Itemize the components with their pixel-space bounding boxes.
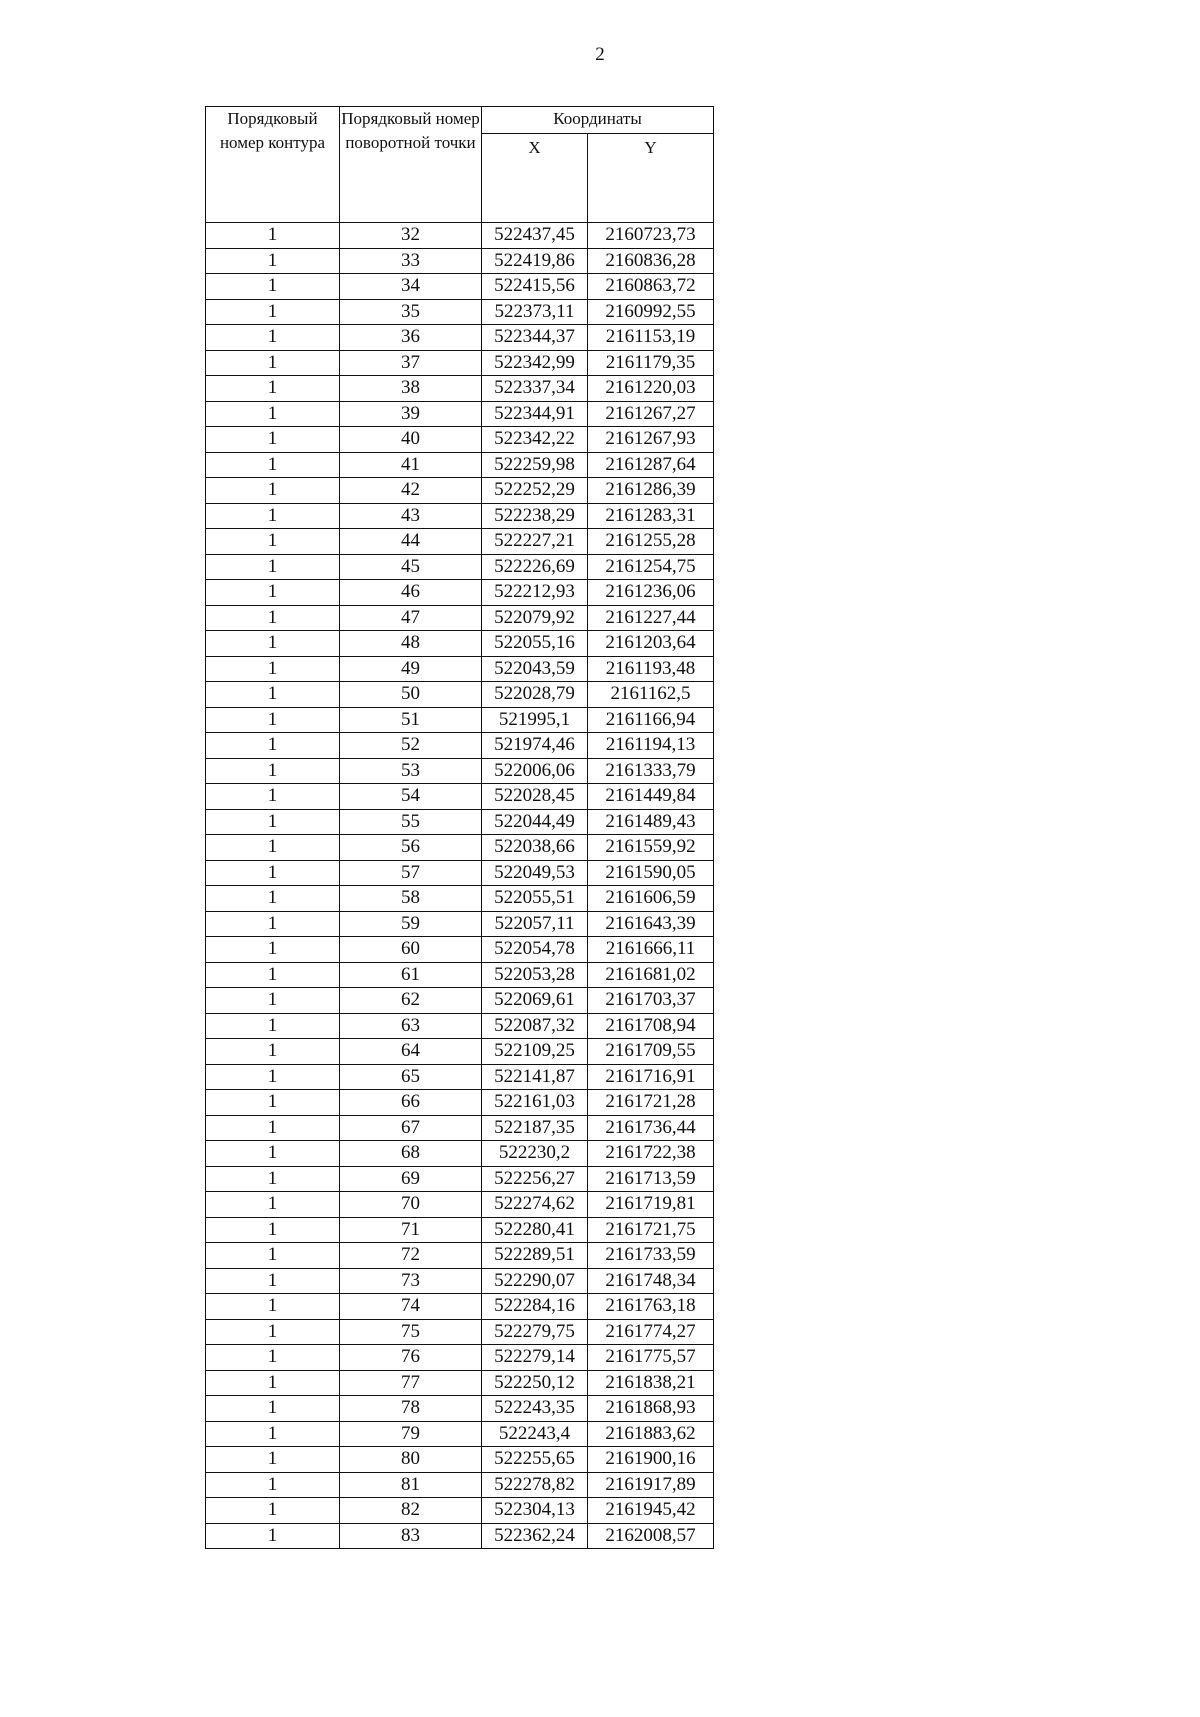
cell-x: 522055,16 [482, 631, 588, 657]
cell-contour-number: 1 [206, 835, 340, 861]
cell-contour-number: 1 [206, 401, 340, 427]
cell-y: 2161643,39 [588, 911, 714, 937]
cell-y: 2161559,92 [588, 835, 714, 861]
table-row [206, 733, 714, 759]
cell-y: 2161489,43 [588, 809, 714, 835]
cell-x: 522044,49 [482, 809, 588, 835]
table-row [206, 350, 714, 376]
cell-contour-number: 1 [206, 758, 340, 784]
cell-y: 2160836,28 [588, 248, 714, 274]
cell-x: 522055,51 [482, 886, 588, 912]
cell-point-number: 60 [340, 937, 482, 963]
cell-point-number: 73 [340, 1268, 482, 1294]
header-contour-number: Порядковый номер контура [206, 107, 340, 223]
cell-x: 522109,25 [482, 1039, 588, 1065]
cell-point-number: 39 [340, 401, 482, 427]
cell-point-number: 55 [340, 809, 482, 835]
cell-contour-number: 1 [206, 733, 340, 759]
cell-contour-number: 1 [206, 580, 340, 606]
table-row [206, 503, 714, 529]
cell-point-number: 33 [340, 248, 482, 274]
cell-point-number: 43 [340, 503, 482, 529]
cell-contour-number: 1 [206, 988, 340, 1014]
cell-y: 2161333,79 [588, 758, 714, 784]
table-row [206, 656, 714, 682]
cell-x: 522161,03 [482, 1090, 588, 1116]
cell-point-number: 37 [340, 350, 482, 376]
cell-point-number: 46 [340, 580, 482, 606]
cell-contour-number: 1 [206, 452, 340, 478]
table-row [206, 478, 714, 504]
table-row [206, 1141, 714, 1167]
cell-x: 522038,66 [482, 835, 588, 861]
cell-contour-number: 1 [206, 529, 340, 555]
table-row [206, 605, 714, 631]
cell-point-number: 62 [340, 988, 482, 1014]
cell-point-number: 67 [340, 1115, 482, 1141]
cell-contour-number: 1 [206, 223, 340, 249]
cell-x: 522250,12 [482, 1370, 588, 1396]
cell-y: 2161883,62 [588, 1421, 714, 1447]
cell-x: 522079,92 [482, 605, 588, 631]
cell-contour-number: 1 [206, 376, 340, 402]
table-row [206, 1268, 714, 1294]
table-row [206, 299, 714, 325]
cell-y: 2161945,42 [588, 1498, 714, 1524]
cell-contour-number: 1 [206, 1472, 340, 1498]
cell-point-number: 50 [340, 682, 482, 708]
cell-point-number: 34 [340, 274, 482, 300]
cell-x: 522054,78 [482, 937, 588, 963]
cell-point-number: 75 [340, 1319, 482, 1345]
cell-x: 522049,53 [482, 860, 588, 886]
cell-x: 522337,34 [482, 376, 588, 402]
table-row [206, 1166, 714, 1192]
cell-contour-number: 1 [206, 1141, 340, 1167]
cell-point-number: 38 [340, 376, 482, 402]
table-row [206, 784, 714, 810]
cell-contour-number: 1 [206, 1192, 340, 1218]
cell-y: 2161917,89 [588, 1472, 714, 1498]
cell-contour-number: 1 [206, 886, 340, 912]
cell-point-number: 77 [340, 1370, 482, 1396]
cell-point-number: 70 [340, 1192, 482, 1218]
table-row [206, 1243, 714, 1269]
table-row [206, 682, 714, 708]
cell-point-number: 52 [340, 733, 482, 759]
cell-x: 522069,61 [482, 988, 588, 1014]
cell-y: 2161449,84 [588, 784, 714, 810]
table-row [206, 580, 714, 606]
cell-y: 2161267,93 [588, 427, 714, 453]
cell-y: 2161227,44 [588, 605, 714, 631]
table-row [206, 376, 714, 402]
cell-x: 522227,21 [482, 529, 588, 555]
cell-y: 2161194,13 [588, 733, 714, 759]
cell-y: 2161153,19 [588, 325, 714, 351]
cell-y: 2161736,44 [588, 1115, 714, 1141]
cell-x: 522057,11 [482, 911, 588, 937]
cell-point-number: 76 [340, 1345, 482, 1371]
cell-y: 2160992,55 [588, 299, 714, 325]
cell-point-number: 83 [340, 1523, 482, 1549]
cell-contour-number: 1 [206, 860, 340, 886]
table-row [206, 401, 714, 427]
cell-contour-number: 1 [206, 682, 340, 708]
cell-y: 2161283,31 [588, 503, 714, 529]
cell-contour-number: 1 [206, 937, 340, 963]
table-row [206, 274, 714, 300]
table-row [206, 1421, 714, 1447]
table-row [206, 1064, 714, 1090]
cell-x: 522342,22 [482, 427, 588, 453]
cell-point-number: 36 [340, 325, 482, 351]
cell-contour-number: 1 [206, 1498, 340, 1524]
cell-y: 2161775,57 [588, 1345, 714, 1371]
cell-contour-number: 1 [206, 1115, 340, 1141]
cell-contour-number: 1 [206, 784, 340, 810]
cell-contour-number: 1 [206, 503, 340, 529]
cell-y: 2161666,11 [588, 937, 714, 963]
cell-x: 521995,1 [482, 707, 588, 733]
table-row [206, 937, 714, 963]
cell-x: 522028,45 [482, 784, 588, 810]
cell-point-number: 71 [340, 1217, 482, 1243]
cell-y: 2161721,75 [588, 1217, 714, 1243]
cell-contour-number: 1 [206, 1447, 340, 1473]
cell-point-number: 53 [340, 758, 482, 784]
cell-contour-number: 1 [206, 325, 340, 351]
cell-point-number: 78 [340, 1396, 482, 1422]
cell-y: 2161721,28 [588, 1090, 714, 1116]
cell-y: 2161220,03 [588, 376, 714, 402]
page-number: 2 [595, 44, 605, 65]
cell-y: 2162008,57 [588, 1523, 714, 1549]
cell-y: 2161267,27 [588, 401, 714, 427]
table-row [206, 1472, 714, 1498]
cell-y: 2161763,18 [588, 1294, 714, 1320]
cell-point-number: 68 [340, 1141, 482, 1167]
cell-contour-number: 1 [206, 1268, 340, 1294]
cell-y: 2161236,06 [588, 580, 714, 606]
table-row [206, 962, 714, 988]
table-row [206, 1345, 714, 1371]
table-row [206, 1090, 714, 1116]
table-row [206, 248, 714, 274]
cell-contour-number: 1 [206, 1370, 340, 1396]
header-coordinates: Координаты [482, 107, 714, 134]
table-row [206, 1192, 714, 1218]
cell-x: 522028,79 [482, 682, 588, 708]
cell-point-number: 45 [340, 554, 482, 580]
cell-y: 2161606,59 [588, 886, 714, 912]
cell-point-number: 63 [340, 1013, 482, 1039]
table-header [206, 107, 714, 223]
table-row [206, 1523, 714, 1549]
cell-y: 2161900,16 [588, 1447, 714, 1473]
cell-y: 2161774,27 [588, 1319, 714, 1345]
cell-y: 2161716,91 [588, 1064, 714, 1090]
cell-contour-number: 1 [206, 1217, 340, 1243]
cell-point-number: 47 [340, 605, 482, 631]
header-point-number: Порядковый номер поворотной точки [340, 107, 482, 223]
table-row [206, 886, 714, 912]
cell-x: 522373,11 [482, 299, 588, 325]
cell-point-number: 61 [340, 962, 482, 988]
table-row [206, 631, 714, 657]
cell-contour-number: 1 [206, 1064, 340, 1090]
table-row [206, 1396, 714, 1422]
cell-point-number: 81 [340, 1472, 482, 1498]
table-row [206, 325, 714, 351]
cell-point-number: 41 [340, 452, 482, 478]
cell-x: 522419,86 [482, 248, 588, 274]
cell-x: 522274,62 [482, 1192, 588, 1218]
table-row [206, 223, 714, 249]
cell-y: 2161719,81 [588, 1192, 714, 1218]
cell-y: 2161286,39 [588, 478, 714, 504]
cell-point-number: 44 [340, 529, 482, 555]
cell-contour-number: 1 [206, 248, 340, 274]
table-row [206, 758, 714, 784]
cell-point-number: 82 [340, 1498, 482, 1524]
cell-point-number: 69 [340, 1166, 482, 1192]
cell-contour-number: 1 [206, 1013, 340, 1039]
cell-y: 2161162,5 [588, 682, 714, 708]
table-row [206, 554, 714, 580]
cell-x: 522238,29 [482, 503, 588, 529]
cell-x: 522342,99 [482, 350, 588, 376]
cell-x: 522212,93 [482, 580, 588, 606]
cell-contour-number: 1 [206, 911, 340, 937]
cell-point-number: 74 [340, 1294, 482, 1320]
cell-x: 522280,41 [482, 1217, 588, 1243]
cell-point-number: 54 [340, 784, 482, 810]
cell-point-number: 42 [340, 478, 482, 504]
cell-point-number: 35 [340, 299, 482, 325]
cell-y: 2161254,75 [588, 554, 714, 580]
cell-point-number: 56 [340, 835, 482, 861]
cell-contour-number: 1 [206, 350, 340, 376]
cell-y: 2161722,38 [588, 1141, 714, 1167]
cell-x: 522289,51 [482, 1243, 588, 1269]
cell-x: 522141,87 [482, 1064, 588, 1090]
cell-x: 522278,82 [482, 1472, 588, 1498]
cell-x: 522255,65 [482, 1447, 588, 1473]
table-row [206, 1013, 714, 1039]
cell-point-number: 32 [340, 223, 482, 249]
cell-y: 2161709,55 [588, 1039, 714, 1065]
table-row [206, 1447, 714, 1473]
cell-contour-number: 1 [206, 631, 340, 657]
cell-contour-number: 1 [206, 1345, 340, 1371]
cell-x: 522437,45 [482, 223, 588, 249]
cell-x: 522006,06 [482, 758, 588, 784]
cell-x: 521974,46 [482, 733, 588, 759]
table-row [206, 911, 714, 937]
table-row [206, 452, 714, 478]
table-row [206, 988, 714, 1014]
table-row [206, 1217, 714, 1243]
table-body [206, 223, 714, 1549]
cell-y: 2161179,35 [588, 350, 714, 376]
cell-x: 522230,2 [482, 1141, 588, 1167]
table-row [206, 1370, 714, 1396]
cell-x: 522344,91 [482, 401, 588, 427]
cell-point-number: 66 [340, 1090, 482, 1116]
cell-point-number: 51 [340, 707, 482, 733]
cell-contour-number: 1 [206, 427, 340, 453]
cell-contour-number: 1 [206, 1039, 340, 1065]
table-row [206, 529, 714, 555]
cell-contour-number: 1 [206, 1090, 340, 1116]
table-row [206, 1498, 714, 1524]
cell-point-number: 64 [340, 1039, 482, 1065]
table-row [206, 1115, 714, 1141]
cell-contour-number: 1 [206, 1319, 340, 1345]
cell-contour-number: 1 [206, 1243, 340, 1269]
cell-contour-number: 1 [206, 554, 340, 580]
cell-x: 522259,98 [482, 452, 588, 478]
cell-x: 522290,07 [482, 1268, 588, 1294]
cell-y: 2161708,94 [588, 1013, 714, 1039]
cell-contour-number: 1 [206, 299, 340, 325]
cell-point-number: 40 [340, 427, 482, 453]
cell-contour-number: 1 [206, 809, 340, 835]
cell-x: 522256,27 [482, 1166, 588, 1192]
cell-x: 522284,16 [482, 1294, 588, 1320]
cell-y: 2161166,94 [588, 707, 714, 733]
cell-x: 522243,4 [482, 1421, 588, 1447]
table-row [206, 860, 714, 886]
table-row [206, 1294, 714, 1320]
cell-point-number: 80 [340, 1447, 482, 1473]
cell-contour-number: 1 [206, 1396, 340, 1422]
cell-contour-number: 1 [206, 605, 340, 631]
cell-contour-number: 1 [206, 1294, 340, 1320]
cell-y: 2161681,02 [588, 962, 714, 988]
cell-x: 522252,29 [482, 478, 588, 504]
cell-y: 2161703,37 [588, 988, 714, 1014]
cell-y: 2161590,05 [588, 860, 714, 886]
cell-y: 2161255,28 [588, 529, 714, 555]
cell-point-number: 58 [340, 886, 482, 912]
cell-y: 2161713,59 [588, 1166, 714, 1192]
cell-contour-number: 1 [206, 478, 340, 504]
cell-x: 522053,28 [482, 962, 588, 988]
cell-contour-number: 1 [206, 1421, 340, 1447]
table-row [206, 1319, 714, 1345]
cell-x: 522344,37 [482, 325, 588, 351]
cell-x: 522243,35 [482, 1396, 588, 1422]
cell-contour-number: 1 [206, 1166, 340, 1192]
header-y: Y [588, 134, 714, 223]
cell-y: 2161287,64 [588, 452, 714, 478]
cell-point-number: 59 [340, 911, 482, 937]
cell-point-number: 79 [340, 1421, 482, 1447]
cell-contour-number: 1 [206, 274, 340, 300]
cell-x: 522187,35 [482, 1115, 588, 1141]
cell-x: 522279,14 [482, 1345, 588, 1371]
cell-point-number: 49 [340, 656, 482, 682]
cell-point-number: 72 [340, 1243, 482, 1269]
cell-point-number: 65 [340, 1064, 482, 1090]
cell-point-number: 57 [340, 860, 482, 886]
cell-contour-number: 1 [206, 962, 340, 988]
cell-y: 2161748,34 [588, 1268, 714, 1294]
cell-x: 522043,59 [482, 656, 588, 682]
cell-x: 522415,56 [482, 274, 588, 300]
table-row [206, 707, 714, 733]
cell-y: 2160863,72 [588, 274, 714, 300]
table-row [206, 835, 714, 861]
table-row [206, 427, 714, 453]
cell-x: 522087,32 [482, 1013, 588, 1039]
cell-y: 2160723,73 [588, 223, 714, 249]
table-row [206, 809, 714, 835]
coordinates-table [205, 106, 714, 1549]
cell-y: 2161733,59 [588, 1243, 714, 1269]
header-x: X [482, 134, 588, 223]
cell-y: 2161868,93 [588, 1396, 714, 1422]
cell-y: 2161193,48 [588, 656, 714, 682]
cell-y: 2161838,21 [588, 1370, 714, 1396]
cell-contour-number: 1 [206, 1523, 340, 1549]
table-row [206, 1039, 714, 1065]
cell-point-number: 48 [340, 631, 482, 657]
cell-x: 522304,13 [482, 1498, 588, 1524]
cell-y: 2161203,64 [588, 631, 714, 657]
cell-contour-number: 1 [206, 656, 340, 682]
cell-x: 522279,75 [482, 1319, 588, 1345]
cell-x: 522362,24 [482, 1523, 588, 1549]
cell-x: 522226,69 [482, 554, 588, 580]
cell-contour-number: 1 [206, 707, 340, 733]
